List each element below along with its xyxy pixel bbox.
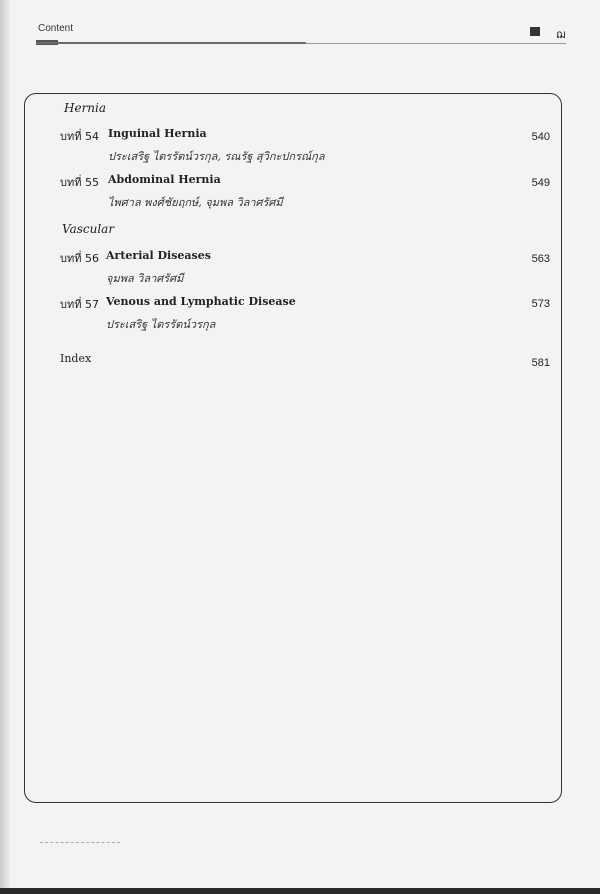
chapter-authors: ไพศาล พงศ์ชัยฤกษ์, จุมพล วิลาศรัศมี: [108, 196, 283, 209]
book-icon: [530, 27, 540, 36]
index-label: Index: [60, 352, 92, 365]
chapter-title: Inguinal Hernia: [108, 127, 207, 140]
section-heading-hernia: Hernia: [64, 101, 107, 115]
chapter-authors: ประเสริฐ ไตรรัตน์วรกุล: [106, 318, 216, 331]
header-rule-accent: [36, 42, 306, 44]
chapter-title: Arterial Diseases: [106, 249, 211, 262]
chapter-title: Venous and Lymphatic Disease: [106, 295, 296, 308]
chapter-page-number: 549: [531, 177, 550, 189]
page-bottom-edge: [0, 888, 600, 894]
header-title: Content: [38, 23, 74, 34]
chapter-authors: จุมพล วิลาศรัศมี: [106, 272, 184, 285]
index-page-number: 581: [531, 357, 550, 369]
scan-artifact-line: [40, 842, 120, 843]
chapter-page-number: 573: [531, 298, 550, 310]
page-edge: [0, 0, 10, 894]
chapter-page-number: 563: [531, 253, 550, 265]
header-page-number: ฌ: [556, 28, 566, 41]
chapter-prefix: บทที่ 57: [60, 298, 99, 311]
chapter-prefix: บทที่ 55: [60, 176, 99, 189]
chapter-prefix: บทที่ 56: [60, 252, 99, 265]
chapter-prefix: บทที่ 54: [60, 130, 99, 143]
chapter-title: Abdominal Hernia: [108, 173, 221, 186]
section-heading-vascular: Vascular: [62, 222, 115, 236]
toc-box: [24, 93, 562, 803]
chapter-page-number: 540: [531, 131, 550, 143]
chapter-authors: ประเสริฐ ไตรรัตน์วรกุล, รณรัฐ สุวิกะปกรณ์กุล: [108, 150, 325, 163]
